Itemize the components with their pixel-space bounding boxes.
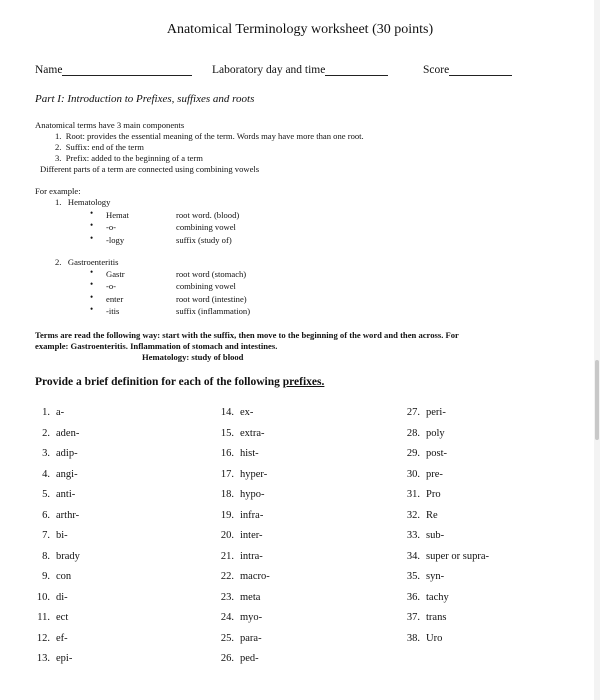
bullet-icon: •: [90, 220, 94, 230]
list-item: 5. anti-: [42, 489, 76, 500]
example-part: -o-: [106, 222, 117, 232]
prefix-column-1: [30, 403, 80, 670]
lab-field[interactable]: [212, 64, 388, 76]
intro-lead: Anatomical terms have 3 main components: [35, 120, 185, 130]
example-label: For example:: [35, 186, 81, 196]
list-item: 38. Uro: [406, 632, 443, 644]
worksheet-title: Anatomical Terminology worksheet (30 points): [166, 22, 434, 37]
example-2-title: 2. Gastroenteritis: [55, 257, 119, 267]
prefix-column-3: [400, 403, 489, 649]
bullet-icon: •: [90, 233, 94, 243]
example-part: -logy: [106, 235, 125, 245]
example-part: Gastr: [106, 269, 125, 279]
list-item: 19. infra-: [220, 509, 264, 521]
list-item: 10. di-: [36, 591, 68, 603]
reading-rule-line1: Terms are read the following way: start with the suffix, then move to the beginning of the word and then across. For: [35, 330, 459, 340]
example-meaning: combining vowel: [176, 222, 236, 232]
list-item: 30. pre-: [406, 468, 443, 480]
list-item: 18. hypo-: [220, 489, 265, 500]
intro-tail: Different parts of a term are connected using combining vowels: [40, 164, 260, 174]
example-meaning: root word (intestine): [176, 294, 247, 304]
list-item: 16. hist-: [220, 448, 259, 459]
example-part: -itis: [106, 306, 120, 316]
example-part: Hemat: [106, 210, 129, 220]
list-item: 27. peri-: [406, 407, 446, 418]
intro-item: 2. Suffix: end of the term: [55, 142, 144, 152]
list-item: 32. Re: [406, 509, 438, 521]
list-item: 15. extra-: [220, 427, 265, 439]
name-label: Name: [35, 64, 63, 76]
list-item: 1. a-: [42, 407, 65, 418]
list-item: 6. arthr-: [42, 509, 80, 521]
intro-item: 1. Root: provides the essential meaning of the term. Words may have more than one root.: [55, 131, 364, 141]
score-label: Score: [423, 64, 450, 76]
list-item: 17. hyper-: [220, 468, 268, 480]
list-item: 13. epi-: [36, 653, 73, 664]
lab-blank[interactable]: [325, 65, 388, 76]
list-item: 29. post-: [406, 448, 447, 459]
list-item: 11. ect: [37, 612, 69, 623]
example-meaning: root word (stomach): [176, 269, 247, 279]
list-item: 8. brady: [42, 550, 80, 562]
prefix-instruction: Provide a brief definition for each of the following prefixes.: [35, 376, 325, 388]
list-item: 23. meta: [220, 591, 261, 603]
list-item: 7. bi-: [42, 530, 68, 541]
example-1-title: 1. Hematology: [55, 197, 111, 207]
vertical-scrollbar[interactable]: [594, 0, 600, 700]
list-item: 21. intra-: [220, 550, 263, 562]
example-meaning: root word. (blood): [176, 210, 240, 220]
list-item: 25. para-: [220, 632, 262, 644]
list-item: 33. sub-: [406, 530, 445, 541]
bullet-icon: •: [90, 292, 94, 302]
example-meaning: suffix (study of): [176, 235, 232, 245]
intro-item: 3. Prefix: added to the beginning of a term: [55, 153, 203, 163]
list-item: 4. angi-: [42, 468, 78, 480]
list-item: 26. ped-: [220, 653, 259, 664]
example-meaning: combining vowel: [176, 281, 236, 291]
reading-rule-line2: example: Gastroenteritis. Inflammation of stomach and intestines.: [35, 341, 278, 351]
score-blank[interactable]: [449, 65, 512, 76]
list-item: 20. inter-: [220, 530, 263, 541]
list-item: 22. macro-: [220, 571, 270, 582]
list-item: 12. ef-: [36, 632, 68, 644]
list-item: 3. adip-: [42, 448, 78, 459]
scrollbar-thumb[interactable]: [595, 360, 599, 440]
score-field[interactable]: [423, 64, 512, 76]
lab-label: Laboratory day and time: [212, 64, 326, 76]
list-item: 31. Pro: [406, 489, 441, 500]
list-item: 24. myo-: [220, 612, 263, 623]
reading-rule-line3: Hematology: study of blood: [142, 352, 244, 362]
list-item: 35. syn-: [406, 571, 445, 582]
example-part: enter: [106, 294, 124, 304]
list-item: 34. super or supra-: [406, 550, 489, 562]
bullet-icon: •: [90, 208, 94, 218]
list-item: 14. ex-: [220, 407, 254, 418]
name-field[interactable]: [35, 64, 192, 76]
list-item: 28. poly: [406, 427, 445, 439]
part1-title: Part I: Introduction to Prefixes, suffixes and roots: [35, 93, 255, 105]
prefix-column-2: [214, 403, 270, 670]
bullet-icon: •: [90, 304, 94, 314]
example-meaning: suffix (inflammation): [176, 306, 251, 316]
instruction-emphasis: prefixes.: [282, 376, 325, 388]
example-part: -o-: [106, 281, 117, 291]
bullet-icon: •: [90, 279, 94, 289]
list-item: 36. tachy: [406, 591, 449, 603]
name-blank[interactable]: [62, 65, 192, 76]
list-item: 2. aden-: [42, 427, 80, 439]
bullet-icon: •: [90, 267, 94, 277]
list-item: 37. trans: [406, 612, 447, 623]
list-item: 9. con: [42, 571, 72, 582]
